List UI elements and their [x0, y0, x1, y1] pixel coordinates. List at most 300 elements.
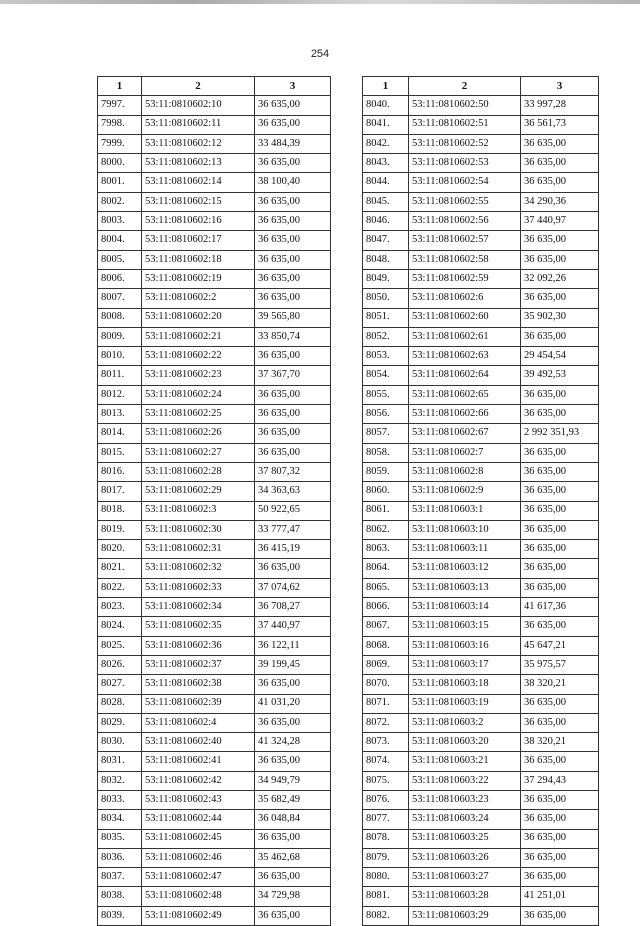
cadastral-number: 53:11:0810602:23	[142, 366, 255, 385]
value-amount: 36 635,00	[255, 405, 331, 424]
value-amount: 36 415,19	[255, 540, 331, 559]
table-row	[363, 482, 599, 501]
column-header-1: 1	[363, 77, 409, 96]
cadastral-number: 53:11:0810602:38	[142, 675, 255, 694]
row-number: 7998.	[98, 115, 142, 134]
table-row	[98, 443, 331, 462]
table-row	[98, 829, 331, 848]
cadastral-number: 53:11:0810603:19	[409, 694, 521, 713]
row-number: 8020.	[98, 540, 142, 559]
row-number: 8002.	[98, 192, 142, 211]
row-number: 8049.	[363, 269, 409, 288]
cadastral-number: 53:11:0810602:43	[142, 790, 255, 809]
cadastral-number: 53:11:0810602:42	[142, 771, 255, 790]
table-row	[363, 424, 599, 443]
value-amount: 36 635,00	[521, 462, 599, 481]
row-number: 8041.	[363, 115, 409, 134]
row-number: 8012.	[98, 385, 142, 404]
cadastral-number: 53:11:0810602:3	[142, 501, 255, 520]
value-amount: 41 031,20	[255, 694, 331, 713]
row-number: 8036.	[98, 848, 142, 867]
value-amount: 2 992 351,93	[521, 424, 599, 443]
row-number: 8014.	[98, 424, 142, 443]
value-amount: 36 635,00	[521, 134, 599, 153]
value-amount: 36 048,84	[255, 810, 331, 829]
row-number: 8076.	[363, 790, 409, 809]
cadastral-number: 53:11:0810602:8	[409, 462, 521, 481]
value-amount: 38 100,40	[255, 173, 331, 192]
row-number: 8040.	[363, 96, 409, 115]
value-amount: 36 635,00	[521, 173, 599, 192]
table-row	[363, 578, 599, 597]
table-row	[363, 443, 599, 462]
cadastral-number: 53:11:0810602:60	[409, 308, 521, 327]
row-number: 8044.	[363, 173, 409, 192]
cadastral-number: 53:11:0810602:33	[142, 578, 255, 597]
value-amount: 36 635,00	[521, 694, 599, 713]
table-row	[363, 675, 599, 694]
row-number: 8029.	[98, 713, 142, 732]
row-number: 8045.	[363, 192, 409, 211]
cadastral-number: 53:11:0810602:40	[142, 733, 255, 752]
row-number: 8066.	[363, 598, 409, 617]
cadastral-number: 53:11:0810603:21	[409, 752, 521, 771]
row-number: 8069.	[363, 655, 409, 674]
table-row	[363, 655, 599, 674]
table-row	[98, 520, 331, 539]
table-row	[363, 771, 599, 790]
table-row	[98, 771, 331, 790]
value-amount: 36 635,00	[521, 790, 599, 809]
row-number: 8018.	[98, 501, 142, 520]
table-row	[363, 96, 599, 115]
row-number: 8017.	[98, 482, 142, 501]
value-amount: 36 635,00	[521, 501, 599, 520]
cadastral-number: 53:11:0810603:13	[409, 578, 521, 597]
row-number: 8030.	[98, 733, 142, 752]
row-number: 8077.	[363, 810, 409, 829]
value-amount: 35 902,30	[521, 308, 599, 327]
table-row	[363, 134, 599, 153]
cadastral-number: 53:11:0810603:22	[409, 771, 521, 790]
cadastral-number: 53:11:0810603:12	[409, 559, 521, 578]
value-amount: 39 492,53	[521, 366, 599, 385]
cadastral-number: 53:11:0810603:10	[409, 520, 521, 539]
value-amount: 36 635,00	[255, 752, 331, 771]
table-row	[363, 540, 599, 559]
cadastral-number: 53:11:0810602:53	[409, 154, 521, 173]
row-number: 8019.	[98, 520, 142, 539]
table-row	[98, 424, 331, 443]
cadastral-number: 53:11:0810602:26	[142, 424, 255, 443]
cadastral-number: 53:11:0810602:4	[142, 713, 255, 732]
cadastral-number: 53:11:0810603:25	[409, 829, 521, 848]
table-row	[98, 655, 331, 674]
value-amount: 33 997,28	[521, 96, 599, 115]
row-number: 8005.	[98, 250, 142, 269]
cadastral-number: 53:11:0810603:16	[409, 636, 521, 655]
value-amount: 41 251,01	[521, 887, 599, 906]
value-amount: 36 635,00	[255, 829, 331, 848]
row-number: 7999.	[98, 134, 142, 153]
row-number: 8010.	[98, 347, 142, 366]
table-row	[363, 636, 599, 655]
cadastral-number: 53:11:0810602:17	[142, 231, 255, 250]
value-amount: 36 635,00	[521, 540, 599, 559]
table-row	[98, 134, 331, 153]
table-row	[98, 906, 331, 925]
row-number: 8027.	[98, 675, 142, 694]
value-amount: 38 320,21	[521, 733, 599, 752]
row-number: 8037.	[98, 868, 142, 887]
row-number: 8071.	[363, 694, 409, 713]
row-number: 8056.	[363, 405, 409, 424]
row-number: 8063.	[363, 540, 409, 559]
cadastral-number: 53:11:0810602:21	[142, 327, 255, 346]
cadastral-number: 53:11:0810602:52	[409, 134, 521, 153]
value-amount: 36 635,00	[521, 617, 599, 636]
table-row	[363, 192, 599, 211]
cadastral-number: 53:11:0810602:41	[142, 752, 255, 771]
table-row	[98, 308, 331, 327]
cadastral-number: 53:11:0810603:23	[409, 790, 521, 809]
cadastral-number: 53:11:0810602:51	[409, 115, 521, 134]
row-number: 8011.	[98, 366, 142, 385]
value-amount: 36 635,00	[521, 868, 599, 887]
cadastral-number: 53:11:0810603:14	[409, 598, 521, 617]
value-amount: 36 635,00	[521, 231, 599, 250]
value-amount: 41 324,28	[255, 733, 331, 752]
value-amount: 50 922,65	[255, 501, 331, 520]
column-header-2: 2	[142, 77, 255, 96]
value-amount: 36 635,00	[255, 212, 331, 231]
value-amount: 36 635,00	[521, 405, 599, 424]
row-number: 8074.	[363, 752, 409, 771]
value-amount: 36 635,00	[521, 482, 599, 501]
cadastral-number: 53:11:0810602:30	[142, 520, 255, 539]
value-amount: 36 635,00	[521, 520, 599, 539]
cadastral-number: 53:11:0810603:2	[409, 713, 521, 732]
table-row	[363, 154, 599, 173]
cadastral-number: 53:11:0810602:27	[142, 443, 255, 462]
table-header-row	[98, 77, 331, 96]
value-amount: 36 635,00	[521, 829, 599, 848]
cadastral-number: 53:11:0810602:18	[142, 250, 255, 269]
table-row	[98, 250, 331, 269]
row-number: 8070.	[363, 675, 409, 694]
value-amount: 36 635,00	[255, 347, 331, 366]
row-number: 8015.	[98, 443, 142, 462]
cadastral-number: 53:11:0810603:26	[409, 848, 521, 867]
value-amount: 36 635,00	[255, 385, 331, 404]
row-number: 8048.	[363, 250, 409, 269]
value-amount: 39 199,45	[255, 655, 331, 674]
row-number: 8021.	[98, 559, 142, 578]
table-row	[98, 385, 331, 404]
cadastral-number: 53:11:0810602:16	[142, 212, 255, 231]
table-row	[98, 752, 331, 771]
row-number: 8082.	[363, 906, 409, 925]
value-amount: 33 777,47	[255, 520, 331, 539]
table-row	[98, 269, 331, 288]
cadastral-number: 53:11:0810602:48	[142, 887, 255, 906]
value-amount: 36 635,00	[521, 443, 599, 462]
table-row	[98, 559, 331, 578]
cadastral-number: 53:11:0810602:25	[142, 405, 255, 424]
row-number: 8051.	[363, 308, 409, 327]
table-row	[98, 636, 331, 655]
row-number: 8055.	[363, 385, 409, 404]
row-number: 8050.	[363, 289, 409, 308]
table-row	[363, 366, 599, 385]
cadastral-number: 53:11:0810603:24	[409, 810, 521, 829]
row-number: 8043.	[363, 154, 409, 173]
cadastral-number: 53:11:0810602:28	[142, 462, 255, 481]
table-row	[98, 482, 331, 501]
value-amount: 36 635,00	[255, 289, 331, 308]
register-table-right	[362, 76, 599, 926]
row-number: 8024.	[98, 617, 142, 636]
cadastral-number: 53:11:0810602:12	[142, 134, 255, 153]
table-row	[363, 520, 599, 539]
row-number: 8064.	[363, 559, 409, 578]
table-row	[98, 887, 331, 906]
row-number: 8042.	[363, 134, 409, 153]
table-row	[98, 115, 331, 134]
table-row	[363, 327, 599, 346]
table-row	[363, 617, 599, 636]
value-amount: 36 635,00	[255, 154, 331, 173]
cadastral-number: 53:11:0810603:17	[409, 655, 521, 674]
cadastral-number: 53:11:0810602:50	[409, 96, 521, 115]
value-amount: 36 635,00	[255, 675, 331, 694]
table-row	[98, 347, 331, 366]
table-row	[363, 462, 599, 481]
row-number: 8032.	[98, 771, 142, 790]
row-number: 8028.	[98, 694, 142, 713]
cadastral-number: 53:11:0810602:55	[409, 192, 521, 211]
row-number: 8079.	[363, 848, 409, 867]
table-row	[98, 173, 331, 192]
row-number: 8031.	[98, 752, 142, 771]
cadastral-number: 53:11:0810603:18	[409, 675, 521, 694]
row-number: 8033.	[98, 790, 142, 809]
value-amount: 33 484,39	[255, 134, 331, 153]
value-amount: 45 647,21	[521, 636, 599, 655]
table-row	[363, 173, 599, 192]
table-row	[98, 694, 331, 713]
cadastral-number: 53:11:0810603:29	[409, 906, 521, 925]
value-amount: 36 635,00	[255, 115, 331, 134]
value-amount: 36 635,00	[521, 578, 599, 597]
row-number: 8007.	[98, 289, 142, 308]
row-number: 8023.	[98, 598, 142, 617]
table-row	[98, 405, 331, 424]
cadastral-number: 53:11:0810602:7	[409, 443, 521, 462]
table-row	[363, 713, 599, 732]
table-row	[363, 405, 599, 424]
value-amount: 36 635,00	[255, 250, 331, 269]
row-number: 8004.	[98, 231, 142, 250]
value-amount: 39 565,80	[255, 308, 331, 327]
scan-edge	[0, 0, 640, 4]
table-row	[363, 231, 599, 250]
value-amount: 36 635,00	[521, 327, 599, 346]
value-amount: 36 635,00	[255, 424, 331, 443]
cadastral-number: 53:11:0810602:24	[142, 385, 255, 404]
value-amount: 36 635,00	[255, 713, 331, 732]
row-number: 8057.	[363, 424, 409, 443]
cadastral-number: 53:11:0810602:56	[409, 212, 521, 231]
table-row	[98, 289, 331, 308]
table-header-row	[363, 77, 599, 96]
value-amount: 36 635,00	[521, 906, 599, 925]
cadastral-number: 53:11:0810603:1	[409, 501, 521, 520]
cadastral-number: 53:11:0810602:47	[142, 868, 255, 887]
cadastral-number: 53:11:0810602:58	[409, 250, 521, 269]
table-row	[98, 327, 331, 346]
table-row	[363, 385, 599, 404]
table-row	[98, 366, 331, 385]
page-number: 254	[310, 48, 330, 60]
cadastral-number: 53:11:0810602:35	[142, 617, 255, 636]
cadastral-number: 53:11:0810602:63	[409, 347, 521, 366]
row-number: 8062.	[363, 520, 409, 539]
row-number: 8000.	[98, 154, 142, 173]
value-amount: 36 635,00	[255, 192, 331, 211]
cadastral-number: 53:11:0810602:13	[142, 154, 255, 173]
value-amount: 36 635,00	[521, 713, 599, 732]
row-number: 8053.	[363, 347, 409, 366]
value-amount: 36 635,00	[255, 559, 331, 578]
table-row	[98, 598, 331, 617]
value-amount: 36 122,11	[255, 636, 331, 655]
value-amount: 36 635,00	[521, 385, 599, 404]
row-number: 8067.	[363, 617, 409, 636]
value-amount: 36 635,00	[521, 752, 599, 771]
cadastral-number: 53:11:0810602:36	[142, 636, 255, 655]
table-row	[98, 192, 331, 211]
value-amount: 37 367,70	[255, 366, 331, 385]
value-amount: 32 092,26	[521, 269, 599, 288]
cadastral-number: 53:11:0810603:28	[409, 887, 521, 906]
row-number: 8001.	[98, 173, 142, 192]
table-row	[98, 501, 331, 520]
table-row	[363, 212, 599, 231]
row-number: 8068.	[363, 636, 409, 655]
table-row	[363, 559, 599, 578]
table-row	[98, 713, 331, 732]
cadastral-number: 53:11:0810602:57	[409, 231, 521, 250]
row-number: 8073.	[363, 733, 409, 752]
row-number: 8013.	[98, 405, 142, 424]
table-row	[98, 733, 331, 752]
value-amount: 37 440,97	[521, 212, 599, 231]
cadastral-number: 53:11:0810602:10	[142, 96, 255, 115]
row-number: 8052.	[363, 327, 409, 346]
table-row	[98, 231, 331, 250]
table-row	[363, 848, 599, 867]
row-number: 8078.	[363, 829, 409, 848]
row-number: 8035.	[98, 829, 142, 848]
table-row	[363, 347, 599, 366]
cadastral-number: 53:11:0810603:20	[409, 733, 521, 752]
row-number: 8075.	[363, 771, 409, 790]
row-number: 8054.	[363, 366, 409, 385]
value-amount: 36 708,27	[255, 598, 331, 617]
cadastral-number: 53:11:0810602:6	[409, 289, 521, 308]
row-number: 8058.	[363, 443, 409, 462]
table-row	[363, 887, 599, 906]
table-row	[98, 462, 331, 481]
table-row	[98, 675, 331, 694]
cadastral-number: 53:11:0810603:11	[409, 540, 521, 559]
value-amount: 36 635,00	[521, 250, 599, 269]
cadastral-number: 53:11:0810602:22	[142, 347, 255, 366]
row-number: 8060.	[363, 482, 409, 501]
cadastral-number: 53:11:0810602:66	[409, 405, 521, 424]
value-amount: 41 617,36	[521, 598, 599, 617]
table-row	[363, 733, 599, 752]
value-amount: 36 635,00	[255, 906, 331, 925]
table-row	[363, 790, 599, 809]
register-table-left	[97, 76, 331, 926]
column-header-3: 3	[255, 77, 331, 96]
row-number: 8009.	[98, 327, 142, 346]
table-row	[98, 868, 331, 887]
cadastral-number: 53:11:0810602:29	[142, 482, 255, 501]
value-amount: 35 462,68	[255, 848, 331, 867]
cadastral-number: 53:11:0810603:27	[409, 868, 521, 887]
cadastral-number: 53:11:0810602:39	[142, 694, 255, 713]
table-row	[363, 115, 599, 134]
table-row	[98, 790, 331, 809]
value-amount: 37 807,32	[255, 462, 331, 481]
cadastral-number: 53:11:0810602:46	[142, 848, 255, 867]
value-amount: 36 635,00	[521, 289, 599, 308]
value-amount: 34 290,36	[521, 192, 599, 211]
table-row	[363, 289, 599, 308]
row-number: 8047.	[363, 231, 409, 250]
value-amount: 37 294,43	[521, 771, 599, 790]
cadastral-number: 53:11:0810602:32	[142, 559, 255, 578]
column-header-2: 2	[409, 77, 521, 96]
cadastral-number: 53:11:0810602:31	[142, 540, 255, 559]
row-number: 8026.	[98, 655, 142, 674]
cadastral-number: 53:11:0810602:34	[142, 598, 255, 617]
value-amount: 36 635,00	[521, 848, 599, 867]
value-amount: 36 635,00	[255, 231, 331, 250]
value-amount: 36 635,00	[521, 154, 599, 173]
cadastral-number: 53:11:0810602:44	[142, 810, 255, 829]
cadastral-number: 53:11:0810602:59	[409, 269, 521, 288]
row-number: 8038.	[98, 887, 142, 906]
value-amount: 38 320,21	[521, 675, 599, 694]
row-number: 8039.	[98, 906, 142, 925]
cadastral-number: 53:11:0810602:65	[409, 385, 521, 404]
table-row	[363, 598, 599, 617]
table-row	[98, 540, 331, 559]
table-row	[363, 694, 599, 713]
row-number: 7997.	[98, 96, 142, 115]
table-row	[363, 810, 599, 829]
row-number: 8080.	[363, 868, 409, 887]
row-number: 8081.	[363, 887, 409, 906]
cadastral-number: 53:11:0810602:2	[142, 289, 255, 308]
cadastral-number: 53:11:0810602:45	[142, 829, 255, 848]
cadastral-number: 53:11:0810602:20	[142, 308, 255, 327]
table-row	[363, 906, 599, 925]
